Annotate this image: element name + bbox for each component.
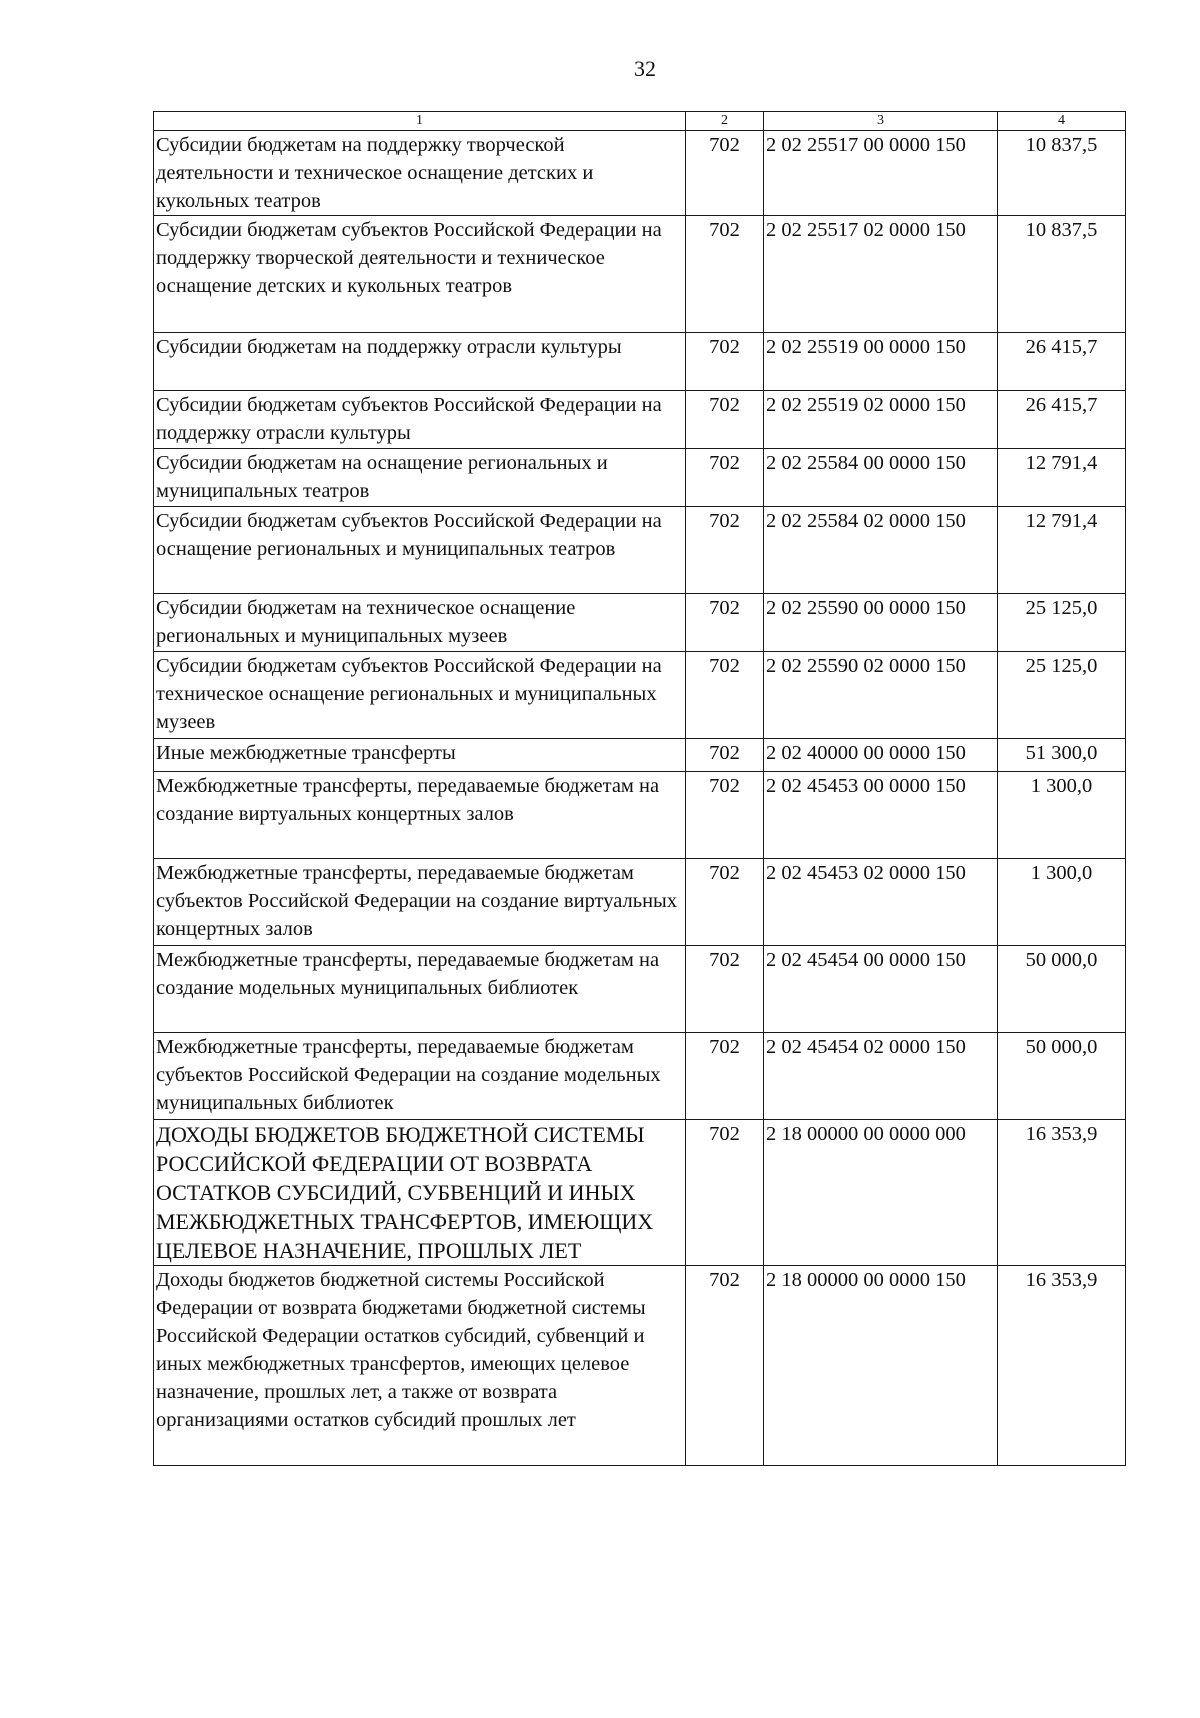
row-kbk: 2 02 45453 02 0000 150 (764, 859, 998, 946)
row-name: Субсидии бюджетам субъектов Российской Федерации на поддержку отрасли культуры (154, 391, 686, 449)
row-amount: 10 837,5 (998, 216, 1126, 333)
header-cell-2: 2 (686, 112, 764, 131)
row-code: 702 (686, 859, 764, 946)
row-name: Субсидии бюджетам на оснащение региональных и муниципальных театров (154, 449, 686, 507)
row-code: 702 (686, 131, 764, 216)
row-name: Доходы бюджетов бюджетной системы Российской Федерации от возврата бюджетами бюджетной системы Российской Федерации остатков субсидий, субвенций и иных межбюджетных трансфертов, имеющих целевое назначение, прошлых лет, а также от возврата организациями остатков субсидий прошлых лет (154, 1266, 686, 1466)
row-kbk: 2 02 40000 00 0000 150 (764, 739, 998, 772)
table-row (154, 946, 1126, 1033)
table-row (154, 859, 1126, 946)
header-cell-1: 1 (154, 112, 686, 131)
row-amount: 50 000,0 (998, 1033, 1126, 1120)
row-kbk: 2 02 45454 02 0000 150 (764, 1033, 998, 1120)
row-code: 702 (686, 594, 764, 652)
row-amount: 16 353,9 (998, 1120, 1126, 1266)
row-code: 702 (686, 507, 764, 594)
row-amount: 1 300,0 (998, 859, 1126, 946)
row-code: 702 (686, 1033, 764, 1120)
table-row (154, 1266, 1126, 1466)
row-amount: 25 125,0 (998, 594, 1126, 652)
table-header-row (154, 112, 1126, 131)
row-code: 702 (686, 391, 764, 449)
row-code: 702 (686, 1266, 764, 1466)
table-row (154, 449, 1126, 507)
row-amount: 16 353,9 (998, 1266, 1126, 1466)
row-kbk: 2 18 00000 00 0000 150 (764, 1266, 998, 1466)
row-amount: 26 415,7 (998, 391, 1126, 449)
row-name: ДОХОДЫ БЮДЖЕТОВ БЮДЖЕТНОЙ СИСТЕМЫ РОССИЙСКОЙ ФЕДЕРАЦИИ ОТ ВОЗВРАТА ОСТАТКОВ СУБСИДИЙ, СУБВЕНЦИЙ И ИНЫХ МЕЖБЮДЖЕТНЫХ ТРАНСФЕРТОВ, ИМЕЮЩИХ ЦЕЛЕВОЕ НАЗНАЧЕНИЕ, ПРОШЛЫХ ЛЕТ (154, 1120, 686, 1266)
row-kbk: 2 02 25590 02 0000 150 (764, 652, 998, 739)
row-code: 702 (686, 1120, 764, 1266)
row-amount: 12 791,4 (998, 449, 1126, 507)
row-name: Субсидии бюджетам на поддержку отрасли культуры (154, 333, 686, 391)
row-kbk: 2 02 25519 02 0000 150 (764, 391, 998, 449)
row-code: 702 (686, 772, 764, 859)
header-cell-3: 3 (764, 112, 998, 131)
row-amount: 10 837,5 (998, 131, 1126, 216)
row-name: Субсидии бюджетам на техническое оснащение региональных и муниципальных музеев (154, 594, 686, 652)
table-row (154, 216, 1126, 333)
row-name: Межбюджетные трансферты, передаваемые бюджетам на создание виртуальных концертных залов (154, 772, 686, 859)
table-row (154, 594, 1126, 652)
row-name: Межбюджетные трансферты, передаваемые бюджетам субъектов Российской Федерации на создание виртуальных концертных залов (154, 859, 686, 946)
row-name: Субсидии бюджетам на поддержку творческой деятельности и техническое оснащение детских и кукольных театров (154, 131, 686, 216)
row-code: 702 (686, 333, 764, 391)
row-kbk: 2 02 25590 00 0000 150 (764, 594, 998, 652)
table-row (154, 391, 1126, 449)
row-name: Субсидии бюджетам субъектов Российской Федерации на техническое оснащение региональных и муниципальных музеев (154, 652, 686, 739)
table-row (154, 131, 1126, 216)
row-name: Субсидии бюджетам субъектов Российской Федерации на поддержку творческой деятельности и техническое оснащение детских и кукольных театров (154, 216, 686, 333)
row-kbk: 2 02 25584 02 0000 150 (764, 507, 998, 594)
row-name: Субсидии бюджетам субъектов Российской Федерации на оснащение региональных и муниципальных театров (154, 507, 686, 594)
table-row (154, 1033, 1126, 1120)
row-amount: 51 300,0 (998, 739, 1126, 772)
row-kbk: 2 02 25519 00 0000 150 (764, 333, 998, 391)
row-name: Межбюджетные трансферты, передаваемые бюджетам субъектов Российской Федерации на создание модельных муниципальных библиотек (154, 1033, 686, 1120)
row-amount: 50 000,0 (998, 946, 1126, 1033)
row-kbk: 2 18 00000 00 0000 000 (764, 1120, 998, 1266)
table-row (154, 772, 1126, 859)
row-amount: 25 125,0 (998, 652, 1126, 739)
page-number: 32 (634, 56, 656, 81)
row-kbk: 2 02 25584 00 0000 150 (764, 449, 998, 507)
table-row (154, 1120, 1126, 1266)
budget-table (153, 111, 1126, 1466)
table-row (154, 739, 1126, 772)
table-row (154, 507, 1126, 594)
row-code: 702 (686, 739, 764, 772)
row-code: 702 (686, 946, 764, 1033)
row-code: 702 (686, 449, 764, 507)
row-kbk: 2 02 25517 00 0000 150 (764, 131, 998, 216)
row-code: 702 (686, 216, 764, 333)
row-amount: 26 415,7 (998, 333, 1126, 391)
row-name: Иные межбюджетные трансферты (154, 739, 686, 772)
row-code: 702 (686, 652, 764, 739)
row-amount: 1 300,0 (998, 772, 1126, 859)
table-row (154, 652, 1126, 739)
row-name: Межбюджетные трансферты, передаваемые бюджетам на создание модельных муниципальных библиотек (154, 946, 686, 1033)
table-row (154, 333, 1126, 391)
row-kbk: 2 02 45453 00 0000 150 (764, 772, 998, 859)
row-kbk: 2 02 45454 00 0000 150 (764, 946, 998, 1033)
header-cell-4: 4 (998, 112, 1126, 131)
row-kbk: 2 02 25517 02 0000 150 (764, 216, 998, 333)
row-amount: 12 791,4 (998, 507, 1126, 594)
